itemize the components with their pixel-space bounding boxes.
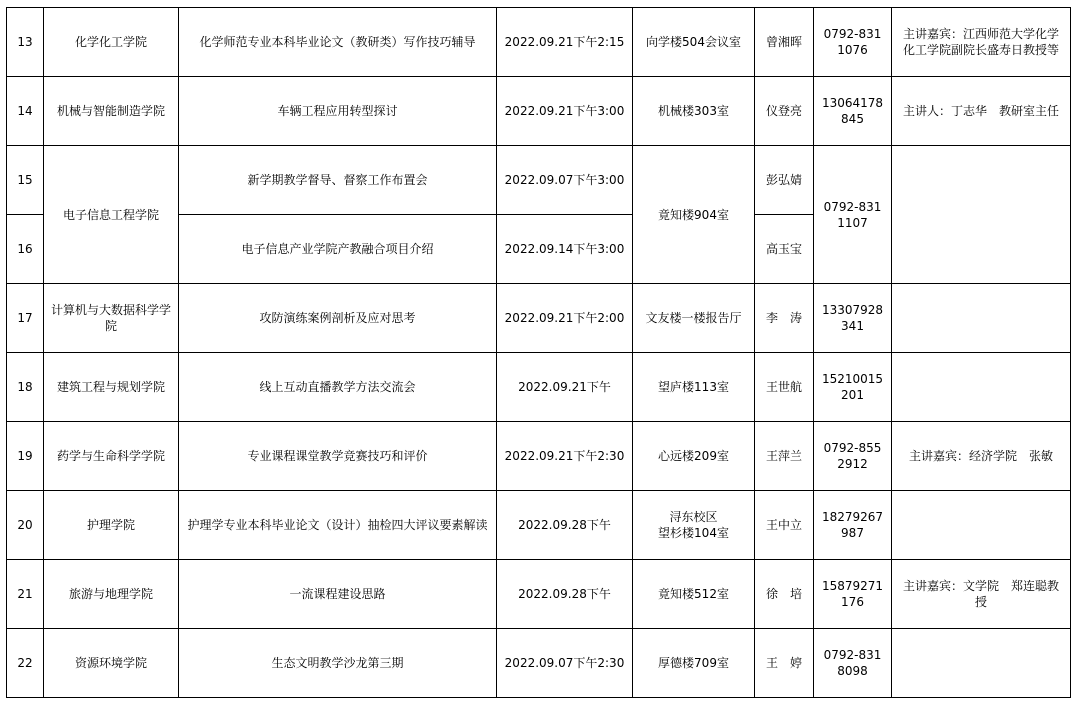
venue-cell: 向学楼504会议室 [633,8,755,77]
college-cell: 护理学院 [44,491,179,560]
table-row [7,491,1071,560]
time-cell: 2022.09.21下午2:30 [497,422,633,491]
table-row [7,560,1071,629]
topic-cell: 攻防演练案例剖析及应对思考 [179,284,497,353]
contact-cell: 李 涛 [755,284,814,353]
row-number: 18 [7,353,44,422]
time-cell: 2022.09.21下午2:00 [497,284,633,353]
row-number: 19 [7,422,44,491]
venue-cell: 浔东校区 望杉楼104室 [633,491,755,560]
phone-cell: 15879271176 [814,560,892,629]
venue-cell: 心远楼209室 [633,422,755,491]
topic-cell: 生态文明教学沙龙第三期 [179,629,497,698]
college-cell: 药学与生命科学学院 [44,422,179,491]
topic-cell: 化学师范专业本科毕业论文（教研类）写作技巧辅导 [179,8,497,77]
row-number: 16 [7,215,44,284]
topic-cell: 新学期教学督导、督察工作布置会 [179,146,497,215]
topic-cell: 专业课程课堂教学竞赛技巧和评价 [179,422,497,491]
venue-cell: 望庐楼113室 [633,353,755,422]
note-cell: 主讲人：丁志华 教研室主任 [892,77,1071,146]
time-cell: 2022.09.07下午3:00 [497,146,633,215]
phone-cell: 13064178845 [814,77,892,146]
table-row [7,422,1071,491]
contact-cell: 王萍兰 [755,422,814,491]
note-cell [892,353,1071,422]
contact-cell: 仪登亮 [755,77,814,146]
phone-cell: 18279267987 [814,491,892,560]
note-cell [892,491,1071,560]
college-cell: 电子信息工程学院 [44,146,179,284]
topic-cell: 线上互动直播教学方法交流会 [179,353,497,422]
phone-cell: 15210015201 [814,353,892,422]
note-cell: 主讲嘉宾：江西师范大学化学化工学院副院长盛寿日教授等 [892,8,1071,77]
venue-cell: 文友楼一楼报告厅 [633,284,755,353]
table-row [7,146,1071,215]
phone-cell: 0792-8318098 [814,629,892,698]
row-number: 21 [7,560,44,629]
time-cell: 2022.09.21下午 [497,353,633,422]
topic-cell: 护理学专业本科毕业论文（设计）抽检四大评议要素解读 [179,491,497,560]
phone-cell: 0792-8311107 [814,146,892,284]
row-number: 14 [7,77,44,146]
phone-cell: 0792-8311076 [814,8,892,77]
note-cell: 主讲嘉宾：经济学院 张敏 [892,422,1071,491]
table-row [7,8,1071,77]
row-number: 13 [7,8,44,77]
time-cell: 2022.09.07下午2:30 [497,629,633,698]
college-cell: 资源环境学院 [44,629,179,698]
phone-cell: 0792-8552912 [814,422,892,491]
contact-cell: 徐 培 [755,560,814,629]
row-number: 20 [7,491,44,560]
contact-cell: 曾湘晖 [755,8,814,77]
time-cell: 2022.09.28下午 [497,491,633,560]
table-row [7,77,1071,146]
row-number: 17 [7,284,44,353]
row-number: 15 [7,146,44,215]
schedule-table [6,7,1071,698]
note-cell [892,284,1071,353]
topic-cell: 电子信息产业学院产教融合项目介绍 [179,215,497,284]
venue-cell: 竟知楼904室 [633,146,755,284]
topic-cell: 一流课程建设思路 [179,560,497,629]
college-cell: 建筑工程与规划学院 [44,353,179,422]
contact-cell: 王 婷 [755,629,814,698]
college-cell: 化学化工学院 [44,8,179,77]
table-row [7,629,1071,698]
college-cell: 旅游与地理学院 [44,560,179,629]
row-number: 22 [7,629,44,698]
table-row [7,284,1071,353]
college-cell: 计算机与大数据科学学院 [44,284,179,353]
note-cell [892,629,1071,698]
time-cell: 2022.09.21下午3:00 [497,77,633,146]
table-row [7,353,1071,422]
venue-cell: 厚德楼709室 [633,629,755,698]
contact-cell: 王中立 [755,491,814,560]
contact-cell: 彭弘婧 [755,146,814,215]
contact-cell: 高玉宝 [755,215,814,284]
note-cell: 主讲嘉宾：文学院 郑连聪教授 [892,560,1071,629]
note-cell [892,146,1071,284]
time-cell: 2022.09.21下午2:15 [497,8,633,77]
time-cell: 2022.09.14下午3:00 [497,215,633,284]
contact-cell: 王世航 [755,353,814,422]
topic-cell: 车辆工程应用转型探讨 [179,77,497,146]
college-cell: 机械与智能制造学院 [44,77,179,146]
phone-cell: 13307928341 [814,284,892,353]
time-cell: 2022.09.28下午 [497,560,633,629]
venue-cell: 竟知楼512室 [633,560,755,629]
venue-cell: 机械楼303室 [633,77,755,146]
